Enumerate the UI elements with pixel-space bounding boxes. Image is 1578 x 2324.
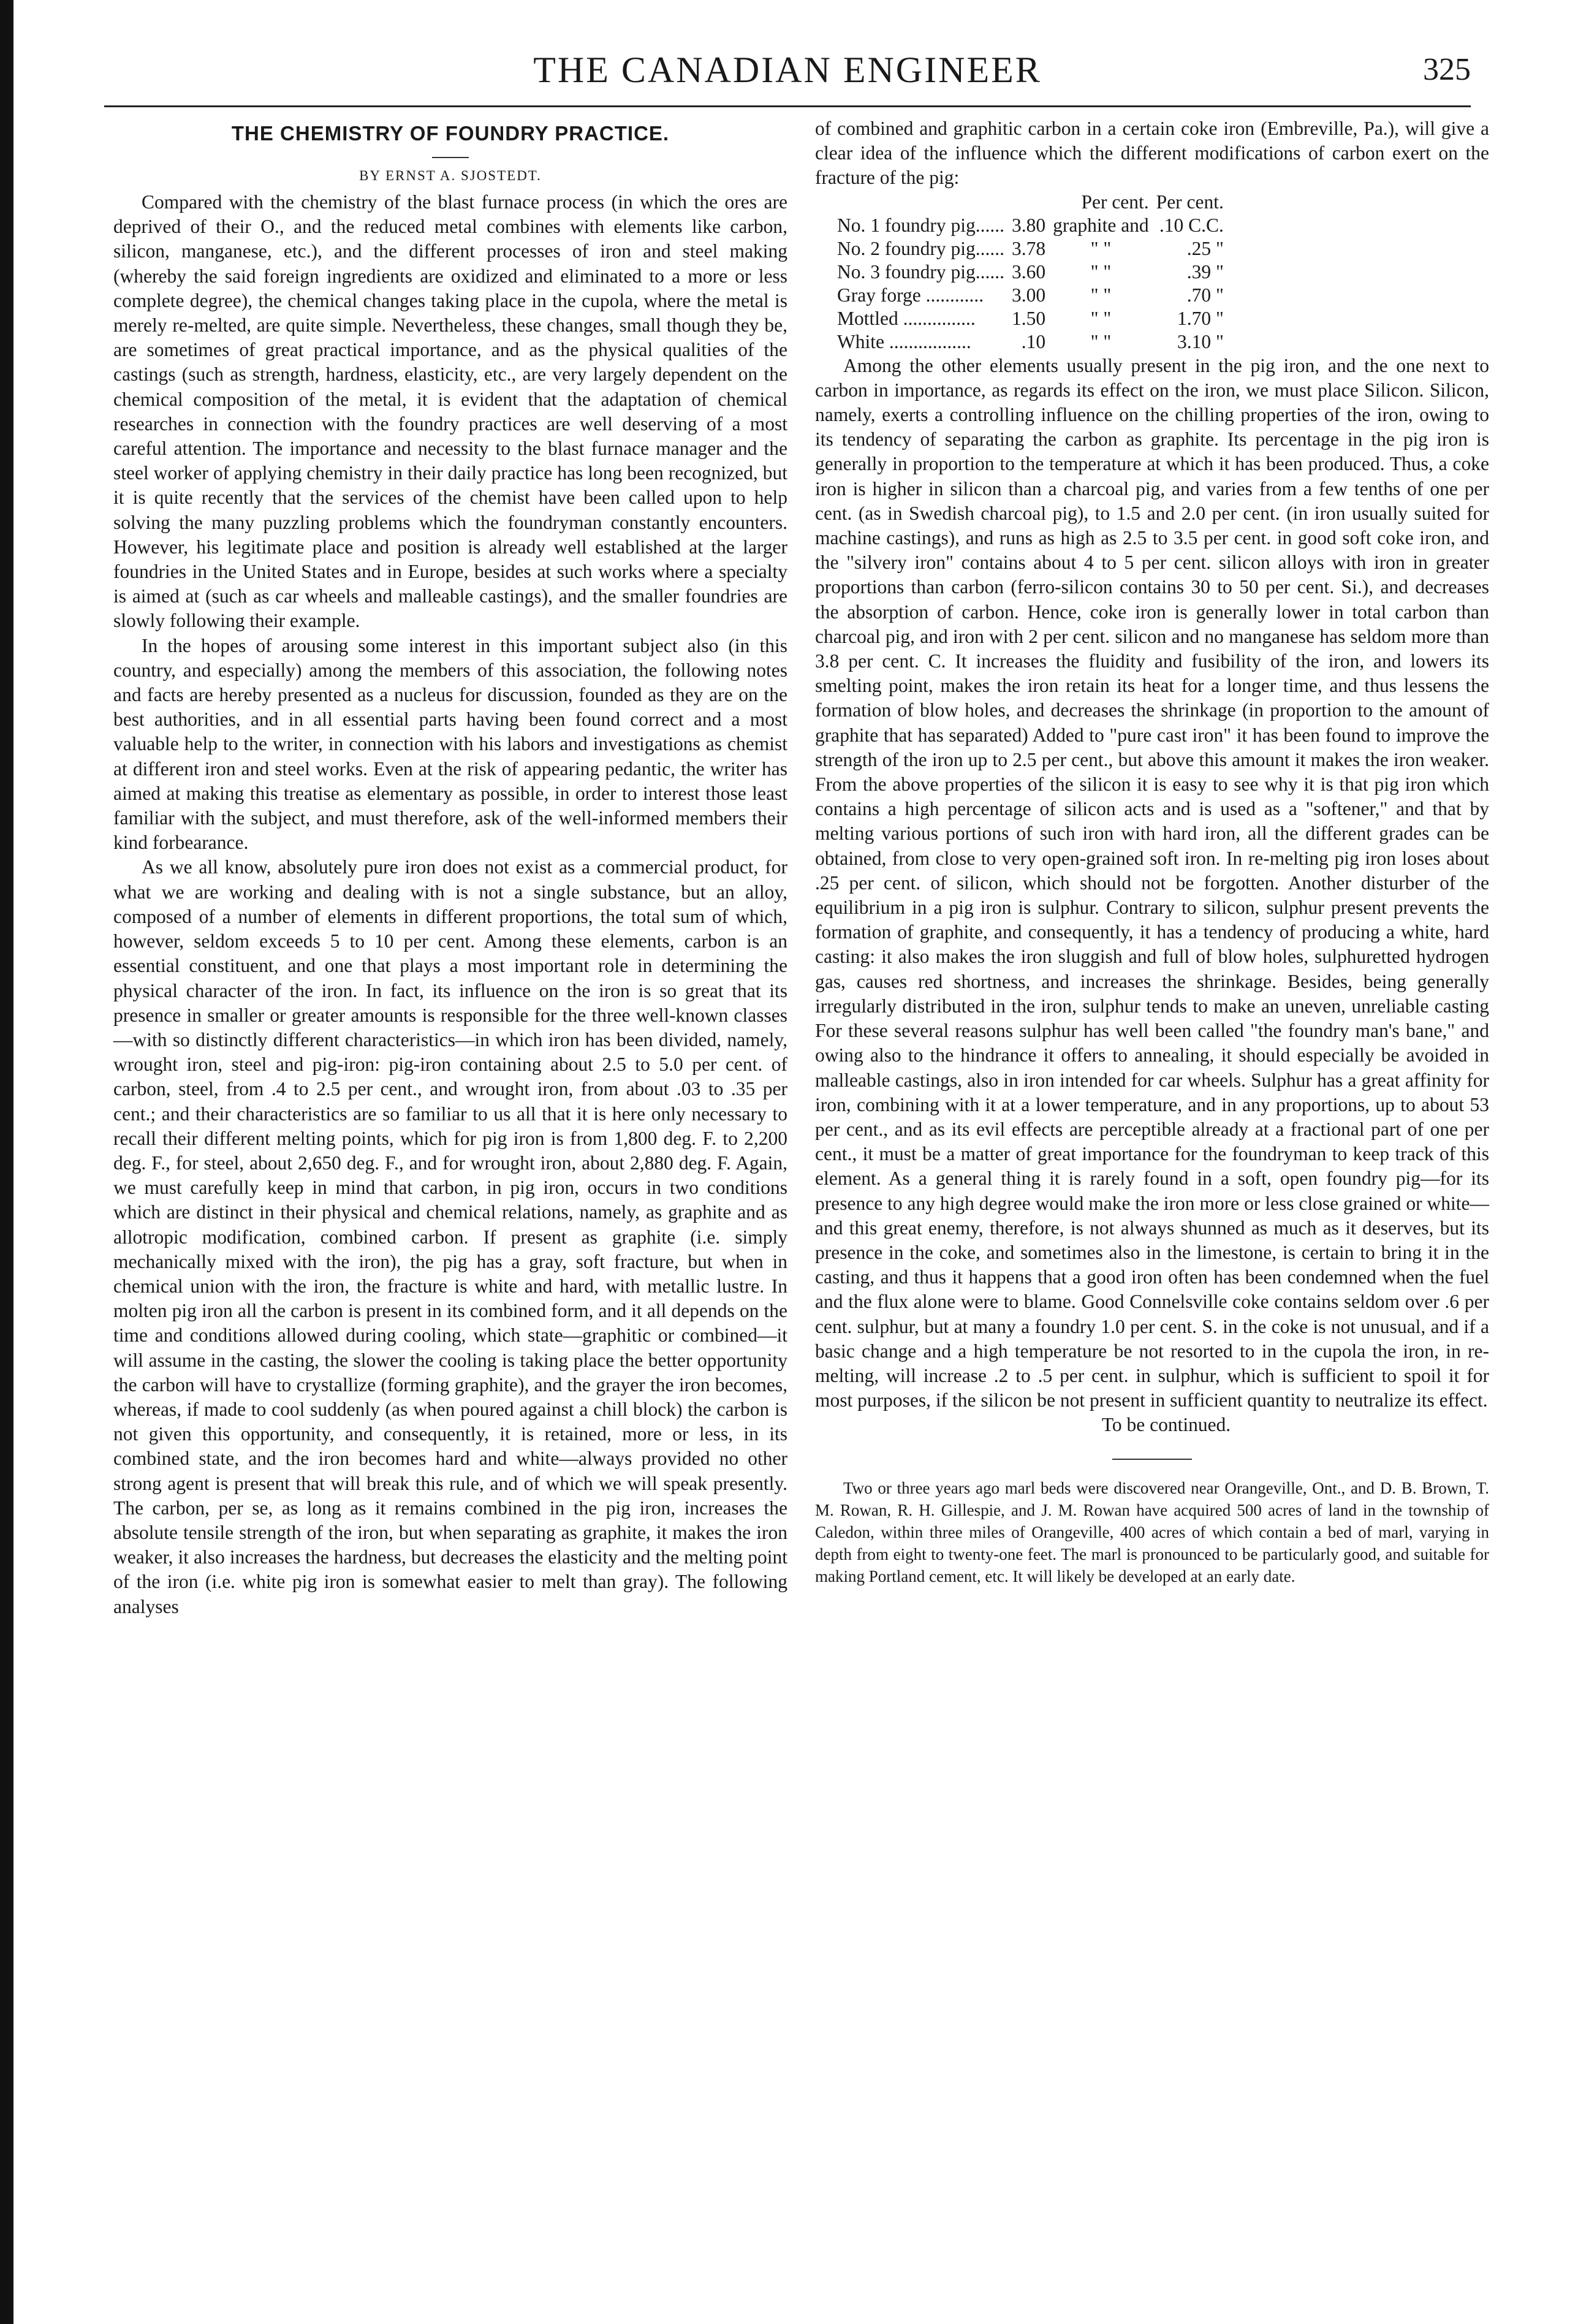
table-cell-mid: graphite and [1053,214,1149,236]
table-row [833,307,1227,330]
table-row [833,260,1227,284]
header-rule [104,105,1471,107]
table-cell-label: Gray forge ............ [837,284,984,306]
table-cell-graphite: 1.50 [1011,307,1046,329]
footnote-rule [1112,1459,1192,1460]
table-cell-graphite: .10 [1021,330,1046,352]
paragraph: In the hopes of arousing some interest in this important subject also (in this country, and especially) among the members of this association, the following notes and facts are hereby presented as a nucleus for discussion, founded as they are on the best authorities, and in all essential parts having been found correct and a most valuable help to the writer, in connection with his labors and investigations as chemist at different iron and steel works. Even at the risk of appearing pedantic, the writer has aimed at making this treatise as elementary as possible, in order to interest those least familiar with the subject, and must therefore, ask of the well-informed members their kind forbearance. [113,634,787,854]
table-cell-mid: " " [1090,260,1112,283]
table-cell-label: Mottled ............... [837,307,976,329]
table-cell-mid: " " [1090,237,1112,259]
table-row [833,284,1227,307]
table-header-percent: Per cent. [1081,191,1149,213]
table-cell-graphite: 3.60 [1011,260,1046,283]
table-header-row [833,191,1227,214]
table-cell-graphite: 3.80 [1011,214,1046,236]
table-row [833,214,1227,237]
table-cell-label: No. 3 foundry pig...... [837,260,1004,283]
table-cell-combined-carbon: .25 " [1186,237,1224,259]
article-byline: BY ERNST A. SJOSTEDT. [359,168,542,183]
article-title: THE CHEMISTRY OF FOUNDRY PRACTICE. [231,122,670,145]
right-column [815,116,1489,1587]
page-number: 325 [1423,52,1471,87]
table-cell-combined-carbon: 3.10 " [1177,330,1224,352]
to-be-continued: To be continued. [1101,1414,1231,1436]
page-header [104,49,1471,98]
table-row [833,330,1227,354]
paragraph: Among the other elements usually present in the pig iron, and the one next to carbon in importance, as regards its effect on the iron, we must place Silicon. Silicon, namely, exerts a controlling influence on the chilling properties of the iron, owing to its tendency of separating the carbon as graphite. Its percentage in the pig iron is generally in proportion to the temperature at which it has been produced. Thus, a coke iron is higher in silicon than a charcoal pig, and varies from a few tenths of one per cent. (as in Swedish charcoal pig), to 1.5 and 2.0 per cent. (in iron usually suited for machine castings), and runs as high as 2.5 to 3.5 per cent. in good soft coke iron, and the "silvery iron" contains about 4 to 5 per cent. silicon alloys with iron in greater proportions than carbon (ferro-silicon contains 30 to 50 per cent. Si.), and decreases the absorption of carbon. Hence, coke iron is generally lower in total carbon than charcoal pig, and iron with 2 per cent. silicon and no manganese has seldom more than 3.8 per cent. C. It increases the fluidity and fusibility of the iron, and lowers its smelting point, makes the iron retain its heat for a longer time, and thus lessens the formation of blow holes, and decreases the shrinkage (in proportion to the amount of graphite that has separated) Added to "pure cast iron" it has been found to improve the strength of the iron up to 2.5 per cent., but above this amount it makes the iron weaker. From the above properties of the silicon it is easy to see why it is that pig iron which contains a high percentage of silicon acts and is used as a "softener," and that by melting various portions of such iron with hard iron, all the different grades can be obtained, from close to very open-grained soft iron. In re-melting pig iron loses about .25 per cent. of silicon, which should not be forgotten. Another disturber of the equilibrium in a pig iron is sulphur. Contrary to silicon, sulphur present prevents the formation of graphite, and consequently, it has a tendency of producing a white, hard casting: it also makes the iron sluggish and full of blow holes, sulphuretted hydrogen gas, causes red shortness, and increases the shrinkage. Besides, being generally irregularly distributed in the iron, sulphur tends to make an uneven, unreliable casting For these several reasons sulphur has well been called "the foundry man's bane," and owing also to the hindrance it offers to annealing, it should especially be avoided in malleable castings, also in iron intended for car wheels. Sulphur has a great affinity for iron, combining with it at a lower temperature, and in any proportions, up to about 53 per cent., and as its evil effects are perceptible already at a fractional part of one per cent., it must be a matter of great importance for the foundryman to keep track of this element. As a general thing it is rarely found in a soft, open foundry pig—for its presence to any high degree would make the iron more or less close grained or white—and this great enemy, therefore, is not always shunned as much as it deserves, but its presence in the coke, and sometimes also in the limestone, is certain to bring it in the casting, and thus it happens that a good iron often has been condemned when the fuel and the flux alone were to blame. Good Connelsville coke contains seldom over .6 per cent. sulphur, but at many a foundry 1.0 per cent. S. in the coke is not unusual, and if a basic change and a high temperature be not resorted to in the cupola the iron, in re-melting, will increase .2 to .5 per cent. in sulphur, which is sufficient to spoil it for most purposes, if the silicon be not present in sufficient quantity to neutralize its effect. [815,354,1489,1411]
paragraph: As we all know, absolutely pure iron does not exist as a commercial product, for what we are working and dealing with is not a single substance, but an alloy, composed of a number of elements in different proportions, the total sum of which, however, seldom exceeds 5 to 10 per cent. Among these elements, carbon is an essential constituent, and one that plays a most important role in determining the physical character of the iron. In fact, its influence on the iron is so great that its presence in smaller or greater amounts is responsible for the three well-known classes—with so distinctly different characteristics—in which iron has been divided, namely, wrought iron, steel and pig-iron: pig-iron containing about 2.5 to 5.0 per cent. of carbon, steel, from .4 to 2.5 per cent., and wrought iron, from about .03 to .35 per cent.; and their characteristics are so familiar to us all that it is here only necessary to recall their different melting points, which for pig iron is from 1,800 deg. F. to 2,200 deg. F., for steel, about 2,650 deg. F., and for wrought iron, about 2,880 deg. F. Again, we must carefully keep in mind that carbon, in pig iron, occurs in two conditions which are distinct in their physical and chemical relations, namely, as graphite and as allotropic modification, combined carbon. If present as graphite (i.e. simply mechanically mixed with the iron), the pig has a gray, soft fracture, but when in chemical union with the iron, the fracture is white and hard, with metallic lustre. In molten pig iron all the carbon is present in its combined form, and it all depends on the time and conditions allowed during cooling, which state—graphitic or combined—it will assume in the casting, the slower the cooling is taking place the better opportunity the carbon will have to crystallize (forming graphite), and the grayer the iron becomes, whereas, if made to cool suddenly (as when poured against a chill block) the carbon is not given this opportunity, and consequently, it is retained, more or less, in its combined state, and the iron becomes hard and white—always provided no other strong agent is present that will break this rule, and of which we will speak presently. The carbon, per se, as long as it remains combined in the pig iron, increases the absolute tensile strength of the iron, but when separating as graphite, it makes the iron weaker, it also increases the hardness, but decreases the elasticity and the melting point of the iron (i.e. white pig iron is somewhat easier to melt than gray). The following analyses [113,856,787,1617]
table-cell-combined-carbon: .10 C.C. [1159,214,1224,236]
table-header-percent: Per cent. [1156,191,1224,213]
paragraph: of combined and graphitic carbon in a certain coke iron (Embreville, Pa.), will give a clear idea of the influence which the different modifications of carbon exert on the fracture of the pig: [815,118,1489,189]
table-cell-label: White ................. [837,330,971,352]
table-cell-combined-carbon: .39 " [1186,260,1224,283]
table-cell-mid: " " [1090,284,1112,306]
carbon-analyses-table [833,191,1227,354]
title-rule [432,157,469,158]
table-cell-combined-carbon: .70 " [1186,284,1224,306]
marl-news-item: Two or three years ago marl beds were discovered near Orangeville, Ont., and D. B. Brown, T. M. Rowan, R. H. Gillespie, and J. M. Rowan have acquired 500 acres of land in the township of Caledon, within three miles of Orangeville, 400 acres of which contain a bed of marl, varying in depth from eight to twenty-one feet. The marl is pronounced to be particularly good, and suitable for making Portland cement, etc. It will likely be developed at an early date. [815,1478,1489,1585]
table-cell-mid: " " [1090,307,1112,329]
table-cell-graphite: 3.78 [1011,237,1046,259]
table-cell-combined-carbon: 1.70 " [1177,307,1224,329]
table-cell-mid: " " [1090,330,1112,352]
table-cell-label: No. 2 foundry pig...... [837,237,1004,259]
table-cell-graphite: 3.00 [1011,284,1046,306]
table-cell-label: No. 1 foundry pig...... [837,214,1004,236]
left-column [113,116,787,1619]
scan-binding-edge [0,0,13,2324]
journal-title: THE CANADIAN ENGINEER [533,50,1042,90]
paragraph: Compared with the chemistry of the blast furnace process (in which the ores are deprived of their O., and the reduced metal combines with elements like carbon, silicon, manganese, etc.), and the different processes of iron and steel making (whereby the said foreign ingredients are oxidized and eliminated to a more or less complete degree), the chemical changes taking place in the cupola, where the metal is merely re-melted, are quite simple. Nevertheless, these changes, small though they be, are sometimes of great practical importance, and as the physical qualities of the castings (such as strength, hardness, elasticity, etc., are very largely dependent on the chemical composition of the metal, it is evident that the adaptation of chemical researches in connection with the foundry practices are well deserving of a most careful attention. The importance and necessity to the blast furnace manager and the steel worker of applying chemistry in their daily practice has long been recognized, but it is quite recently that the services of the chemist have been called upon to help solving the many puzzling problems which the foundryman constantly encounters. However, his legitimate place and position is already well established at the larger foundries in the United States and in Europe, besides at such works where a specialty is aimed at (such as car wheels and malleable castings), and the smaller foundries are slowly following their example. [113,191,787,632]
table-row [833,237,1227,260]
